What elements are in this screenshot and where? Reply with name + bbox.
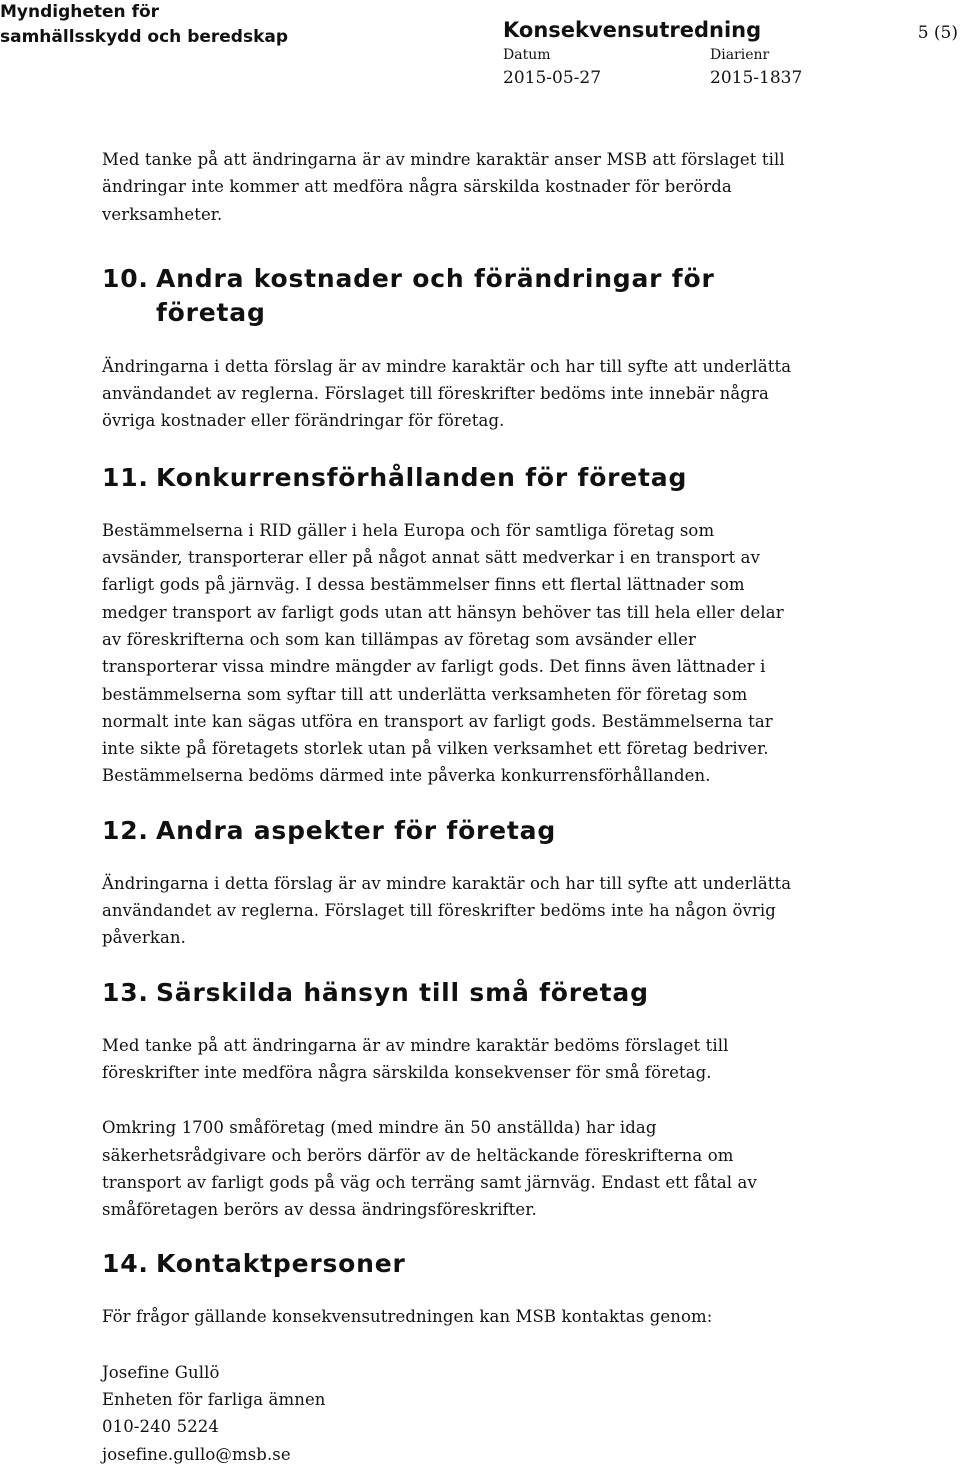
document-title: Konsekvensutredning xyxy=(503,18,762,42)
organization-name xyxy=(0,0,288,50)
section-11-paragraph: Bestämmelserna i RID gäller i hela Europa och för samtliga företag som avsänder, transporterar eller på något annat sätt medverkar i en transport av farligt gods på järnväg. I dessa bestämmelser finns ett flertal lättnader som medger transport av farligt gods utan att hänsyn behöver tas till hela eller delar av föreskrifterna och som kan tillämpas av företag som avsänder eller transporterar vissa mindre mängder av farligt gods. Det finns även lättnader i bestämmelserna som syftar till att underlätta verksamheten för företag som normalt inte kan sägas utföra en transport av farligt gods. Bestämmelserna tar inte sikte på företagets storlek utan på vilken verksamhet ett företag bedriver. Bestämmelserna bedöms därmed inte påverka konkurrensförhållanden. xyxy=(102,520,784,786)
section-14-paragraph: För frågor gällande konsekvensutredningen kan MSB kontaktas genom: xyxy=(102,1307,713,1327)
section-10-heading xyxy=(102,262,792,330)
section-13-paragraph-2: Omkring 1700 småföretag (med mindre än 50 anställda) har idag säkerhetsrådgivare och berörs därför av de heltäckande föreskrifterna om transport av farligt gods på väg och terräng samt järnväg. Endast ett fåtal av småföretagen berörs av dessa ändringsföreskrifter. xyxy=(102,1118,757,1220)
registration-value: 2015-1837 xyxy=(710,68,803,88)
date-label: Datum xyxy=(503,47,551,63)
section-10-title-line-1: Andra kostnader och förändringar för xyxy=(156,263,715,293)
section-13-heading xyxy=(102,976,792,1010)
contact-block xyxy=(102,1359,792,1468)
section-12-heading xyxy=(102,814,792,848)
section-14-heading xyxy=(102,1247,792,1281)
contact-email: josefine.gullo@msb.se xyxy=(102,1444,291,1464)
section-11-number: 11. xyxy=(102,462,149,492)
document-body xyxy=(102,146,792,1468)
contact-unit: Enheten för farliga ämnen xyxy=(102,1390,326,1410)
section-12-number: 12. xyxy=(102,815,149,845)
section-12-paragraph: Ändringarna i detta förslag är av mindre karaktär och har till syfte att underlätta användandet av reglerna. Förslaget till föreskrifter bedöms inte ha någon övrig påverkan. xyxy=(102,873,792,948)
section-10-paragraph: Ändringarna i detta förslag är av mindre karaktär och har till syfte att underlätta användandet av reglerna. Förslaget till föreskrifter bedöms inte innebär några övriga kostnader eller förändringar för företag. xyxy=(102,356,792,431)
section-10-title-line-2: företag xyxy=(156,297,266,327)
section-10-number: 10. xyxy=(102,263,149,293)
org-line-1: Myndigheten för xyxy=(0,2,160,22)
org-line-2: samhällsskydd och beredskap xyxy=(0,27,289,47)
page-number: 5 (5) xyxy=(917,23,958,43)
section-13-paragraph-1: Med tanke på att ändringarna är av mindre karaktär bedöms förslaget till föreskrifter inte medföra några särskilda konsekvenser för små företag. xyxy=(102,1035,729,1082)
section-13-number: 13. xyxy=(102,977,149,1007)
section-13-title: Särskilda hänsyn till små företag xyxy=(156,977,649,1007)
section-14-number: 14. xyxy=(102,1249,149,1279)
registration-label: Diarienr xyxy=(710,47,770,63)
section-11-title: Konkurrensförhållanden för företag xyxy=(156,462,688,492)
contact-name: Josefine Gullö xyxy=(102,1362,220,1382)
section-14-title: Kontaktpersoner xyxy=(156,1249,406,1279)
section-12-title: Andra aspekter för företag xyxy=(156,815,557,845)
contact-phone: 010-240 5224 xyxy=(102,1417,219,1437)
section-11-heading xyxy=(102,461,792,495)
date-value: 2015-05-27 xyxy=(503,68,602,88)
intro-paragraph: Med tanke på att ändringarna är av mindre karaktär anser MSB att förslaget till ändringar inte kommer att medföra några särskilda kostnader för berörda verksamheter. xyxy=(102,150,785,224)
